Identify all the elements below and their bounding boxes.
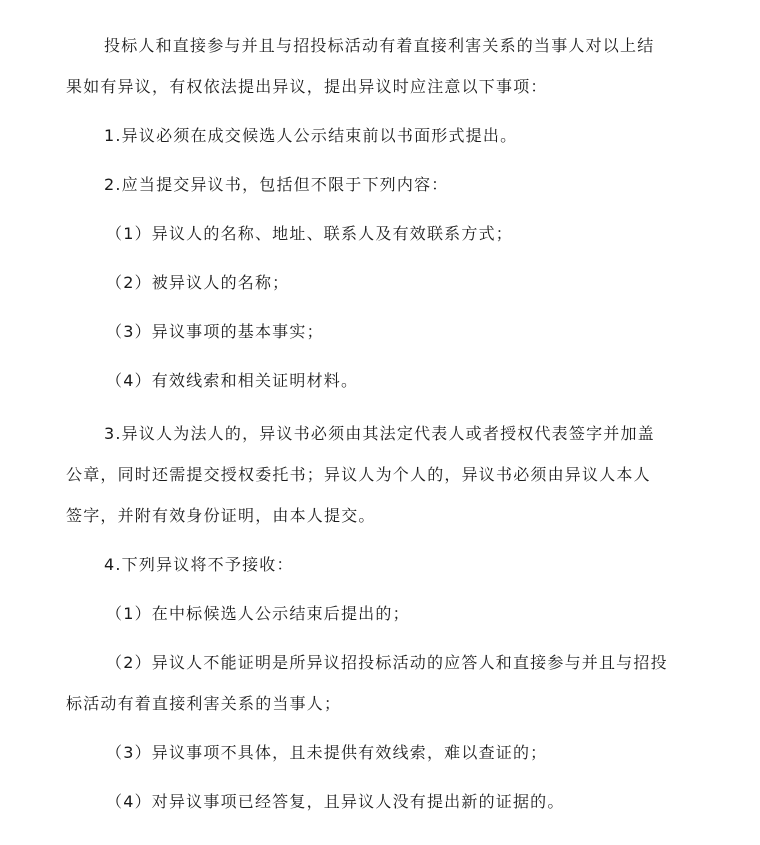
item-4-sub-1: （1）在中标候选人公示结束后提出的； xyxy=(106,604,410,623)
item-2-sub-3: （3）异议事项的基本事实； xyxy=(106,322,324,341)
item-3-line-1: 3.异议人为法人的，异议书必须由其法定代表人或者授权代表签字并加盖 xyxy=(104,424,655,443)
item-4-sub-4: （4）对异议事项已经答复，且异议人没有提出新的证据的。 xyxy=(106,792,565,811)
item-3-line-2: 公章，同时还需提交授权委托书；异议人为个人的，异议书必须由异议人本人 xyxy=(66,465,651,484)
item-4-sub-3: （3）异议事项不具体，且未提供有效线索，难以查证的； xyxy=(106,743,548,762)
item-4: 4.下列异议将不予接收： xyxy=(104,555,294,574)
item-2-sub-1: （1）异议人的名称、地址、联系人及有效联系方式； xyxy=(106,224,513,243)
intro-line-1: 投标人和直接参与并且与招投标活动有着直接利害关系的当事人对以上结 xyxy=(104,36,655,55)
item-1: 1.异议必须在成交候选人公示结束前以书面形式提出。 xyxy=(104,126,518,145)
intro-line-2: 果如有异议，有权依法提出异议，提出异议时应注意以下事项： xyxy=(66,77,548,96)
item-2-sub-2: （2）被异议人的名称； xyxy=(106,273,290,292)
item-4-sub-2-line-1: （2）异议人不能证明是所异议招投标活动的应答人和直接参与并且与招投 xyxy=(106,653,668,672)
item-4-sub-2-line-2: 标活动有着直接利害关系的当事人； xyxy=(66,694,342,713)
item-2-sub-4: （4）有效线索和相关证明材料。 xyxy=(106,371,359,390)
item-3-line-3: 签字，并附有效身份证明，由本人提交。 xyxy=(66,506,376,525)
item-2: 2.应当提交异议书，包括但不限于下列内容： xyxy=(104,175,449,194)
